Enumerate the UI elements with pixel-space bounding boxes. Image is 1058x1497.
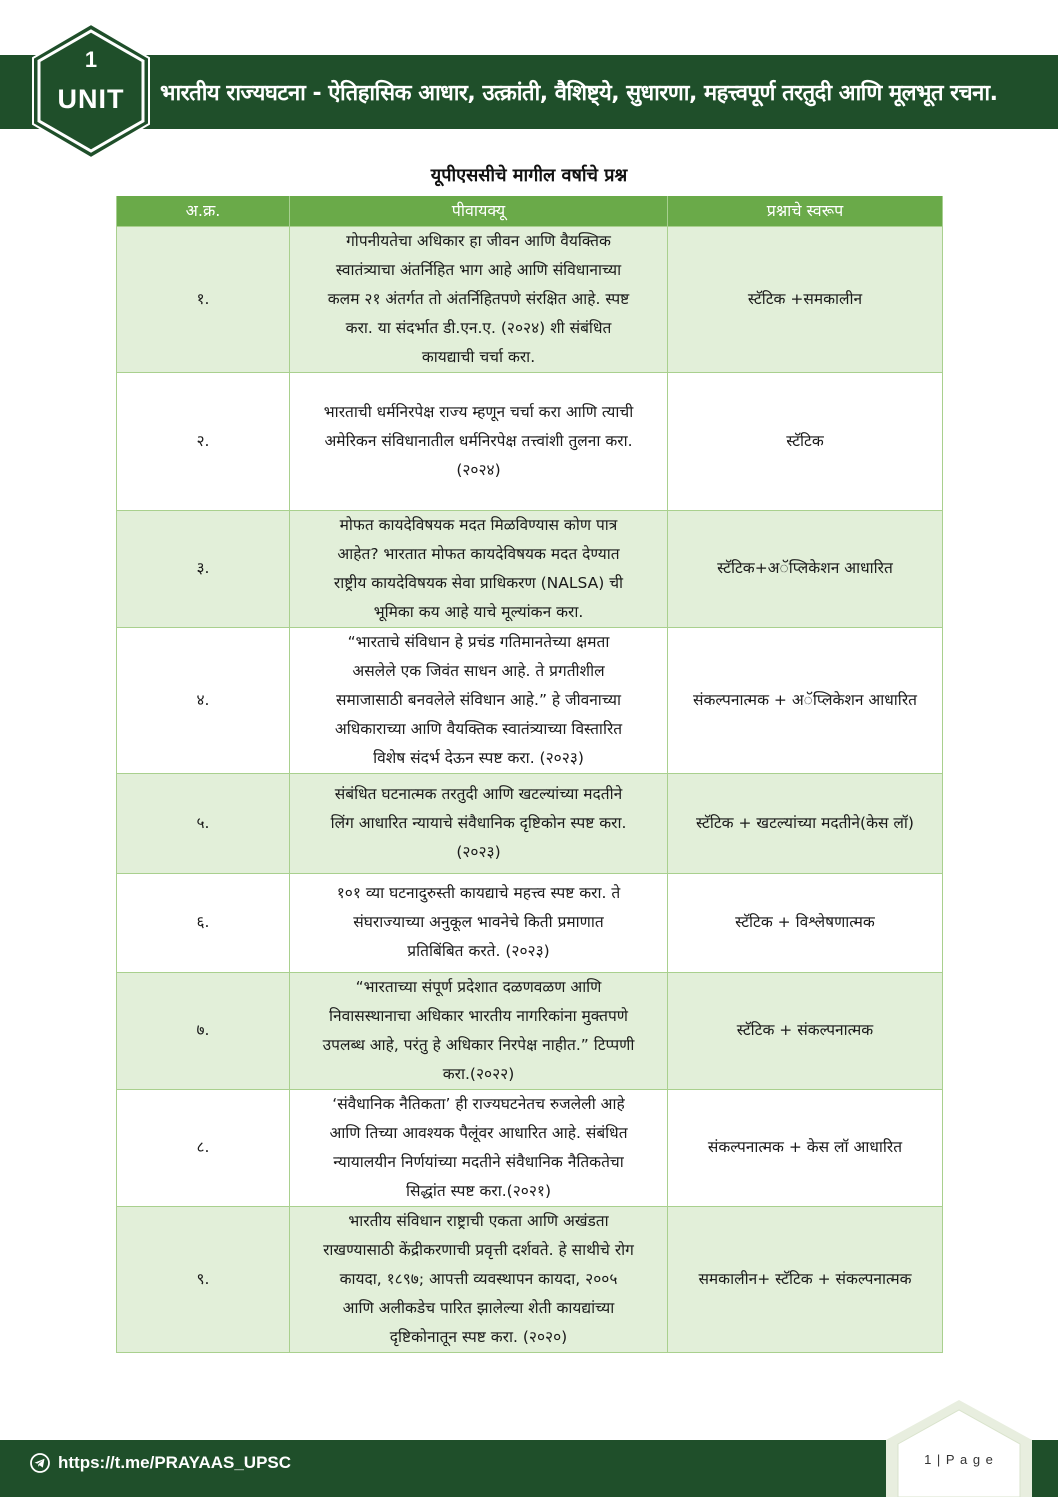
serial-number-cell: २.	[117, 372, 290, 510]
table-row	[117, 627, 943, 773]
question-line: समाजासाठी बनवलेले संविधान आहे.” हे जीवनाच्या	[336, 690, 621, 709]
question-line: कायदा, १८९७; आपत्ती व्यवस्थापन कायदा, २००५	[339, 1269, 618, 1288]
table-row	[117, 1206, 943, 1352]
question-cell	[290, 1089, 668, 1206]
serial-number-cell: ५.	[117, 773, 290, 873]
question-line: १०१ व्या घटनादुरुस्ती कायद्याचे महत्त्व स्पष्ट करा. ते	[336, 884, 621, 902]
question-line: अधिकाराच्या आणि वैयक्तिक स्वातंत्र्याच्या विस्तारित	[334, 719, 623, 738]
unit-label: UNIT	[57, 84, 125, 114]
serial-number-cell: ६.	[117, 873, 290, 972]
question-cell	[290, 1206, 668, 1352]
question-line: ‘संवैधानिक नैतिकता’ ही राज्यघटनेतच रुजलेली आहे	[332, 1094, 625, 1113]
unit-number: 1	[84, 47, 98, 72]
question-line: स्वातंत्र्याचा अंतर्निहित भाग आहे आणि संविधानाच्या	[335, 260, 622, 279]
question-line: “भारताचे संविधान हे प्रचंड गतिमानतेच्या क्षमता	[347, 632, 610, 651]
serial-number-cell: ३.	[117, 510, 290, 627]
question-line: (२०२३)	[456, 842, 501, 861]
serial-number-cell: ८.	[117, 1089, 290, 1206]
question-line: विशेष संदर्भ देऊन स्पष्ट करा. (२०२३)	[373, 748, 584, 767]
telegram-link[interactable]	[30, 1440, 291, 1486]
question-cell	[290, 972, 668, 1089]
question-type-cell: समकालीन+ स्टॅटिक + संकल्पनात्मक	[668, 1206, 943, 1352]
question-cell	[290, 873, 668, 972]
table-body	[117, 226, 943, 1352]
question-type-cell: स्टॅटिक + खटल्यांच्या मदतीने(केस लॉ)	[668, 773, 943, 873]
serial-number-cell: ९.	[117, 1206, 290, 1352]
column-header-serial: अ.क्र.	[117, 196, 290, 226]
question-cell	[290, 627, 668, 773]
question-type-cell: संकल्पनात्मक + केस लॉ आधारित	[668, 1089, 943, 1206]
page-title: भारतीय राज्यघटना - ऐतिहासिक आधार, उत्क्रांती, वैशिष्ट्ये, सुधारणा, महत्त्वपूर्ण तरतुदी आणि मूलभूत रचना.	[160, 81, 998, 106]
question-line: प्रतिबिंबित करते. (२०२३)	[407, 942, 550, 960]
question-line: राखण्यासाठी केंद्रीकरणाची प्रवृत्ती दर्शवते. हे साथीचे रोग	[323, 1240, 634, 1259]
telegram-icon	[30, 1453, 50, 1473]
table-row	[117, 972, 943, 1089]
table-row	[117, 510, 943, 627]
question-line: करा.(२०२२)	[442, 1064, 515, 1083]
serial-number-cell: ४.	[117, 627, 290, 773]
column-header-pyq: पीवायक्यू	[290, 196, 668, 226]
unit-badge	[30, 22, 152, 160]
question-cell	[290, 372, 668, 510]
question-type-cell: स्टॅटिक + संकल्पनात्मक	[668, 972, 943, 1089]
question-cell	[290, 226, 668, 372]
question-line: राष्ट्रीय कायदेविषयक सेवा प्राधिकरण (NALSA) ची	[333, 573, 624, 592]
question-line: भारताची धर्मनिरपेक्ष राज्य म्हणून चर्चा करा आणि त्याची	[323, 402, 634, 421]
question-line: असलेले एक जिवंत साधन आहे. ते प्रगतीशील	[352, 661, 605, 680]
question-line: सिद्धांत स्पष्ट करा.(२०२१)	[406, 1181, 551, 1200]
table-row	[117, 873, 943, 972]
question-line: आणि तिच्या आवश्यक पैलूंवर आधारित आहे. संबंधित	[329, 1123, 628, 1142]
question-line: कलम २१ अंतर्गत तो अंतर्निहितपणे संरक्षित आहे. स्पष्ट	[327, 289, 630, 308]
table-row	[117, 372, 943, 510]
serial-number-cell: ७.	[117, 972, 290, 1089]
table-row	[117, 226, 943, 372]
table-header-row	[117, 196, 943, 226]
question-line: (२०२४)	[456, 460, 501, 479]
page-number-box	[886, 1400, 1032, 1497]
column-header-type: प्रश्नाचे स्वरूप	[668, 196, 943, 226]
question-line: निवासस्थानाचा अधिकार भारतीय नागरिकांना मुक्तपणे	[329, 1006, 628, 1025]
question-type-cell: स्टॅटिक +समकालीन	[668, 226, 943, 372]
pyq-table	[116, 196, 943, 1353]
question-type-cell: स्टॅटिक+अॅप्लिकेशन आधारित	[668, 510, 943, 627]
question-line: दृष्टिकोनातून स्पष्ट करा. (२०२०)	[389, 1327, 568, 1346]
question-line: कायद्याची चर्चा करा.	[421, 347, 536, 366]
question-line: भारतीय संविधान राष्ट्राची एकता आणि अखंडता	[348, 1211, 609, 1230]
question-type-cell: स्टॅटिक	[668, 372, 943, 510]
question-line: अमेरिकन संविधानातील धर्मनिरपेक्ष तत्त्वांशी तुलना करा.	[324, 431, 633, 450]
house-shape-icon	[886, 1400, 1032, 1497]
question-line: मोफत कायदेविषयक मदत मिळविण्यास कोण पात्र	[339, 515, 618, 534]
question-line: संबंधित घटनात्मक तरतुदी आणि खटल्यांच्या मदतीने	[334, 784, 623, 803]
question-line: न्यायालयीन निर्णयांच्या मदतीने संवैधानिक नैतिकतेचा	[333, 1152, 624, 1171]
question-line: आणि अलीकडेच पारित झालेल्या शेती कायद्यांच्या	[342, 1298, 615, 1317]
telegram-link-text[interactable]: https://t.me/PRAYAAS_UPSC	[58, 1453, 292, 1472]
question-line: करा. या संदर्भात डी.एन.ए. (२०२४) शी संबंधित	[345, 318, 612, 337]
question-line: उपलब्ध आहे, परंतु हे अधिकार निरपेक्ष नाहीत.” टिप्पणी	[322, 1035, 635, 1054]
table-row	[117, 1089, 943, 1206]
question-line: गोपनीयतेचा अधिकार हा जीवन आणि वैयक्तिक	[346, 231, 611, 250]
question-type-cell: संकल्पनात्मक + अॅप्लिकेशन आधारित	[668, 627, 943, 773]
table-row	[117, 773, 943, 873]
section-title: यूपीएससीचे मागील वर्षाचे प्रश्न	[430, 165, 628, 186]
serial-number-cell: १.	[117, 226, 290, 372]
question-line: भूमिका कय आहे याचे मूल्यांकन करा.	[373, 602, 584, 621]
question-cell	[290, 773, 668, 873]
page-number: 1 | P a g e	[924, 1452, 994, 1467]
question-line: आहेत? भारतात मोफत कायदेविषयक मदत देण्यात	[337, 544, 620, 563]
question-line: लिंग आधारित न्यायाचे संवैधानिक दृष्टिकोन स्पष्ट करा.	[330, 813, 627, 832]
question-cell	[290, 510, 668, 627]
question-line: “भारताच्या संपूर्ण प्रदेशात दळणवळण आणि	[355, 977, 602, 996]
question-type-cell: स्टॅटिक + विश्लेषणात्मक	[668, 873, 943, 972]
question-line: संघराज्याच्या अनुकूल भावनेचे किती प्रमाणात	[353, 913, 604, 931]
